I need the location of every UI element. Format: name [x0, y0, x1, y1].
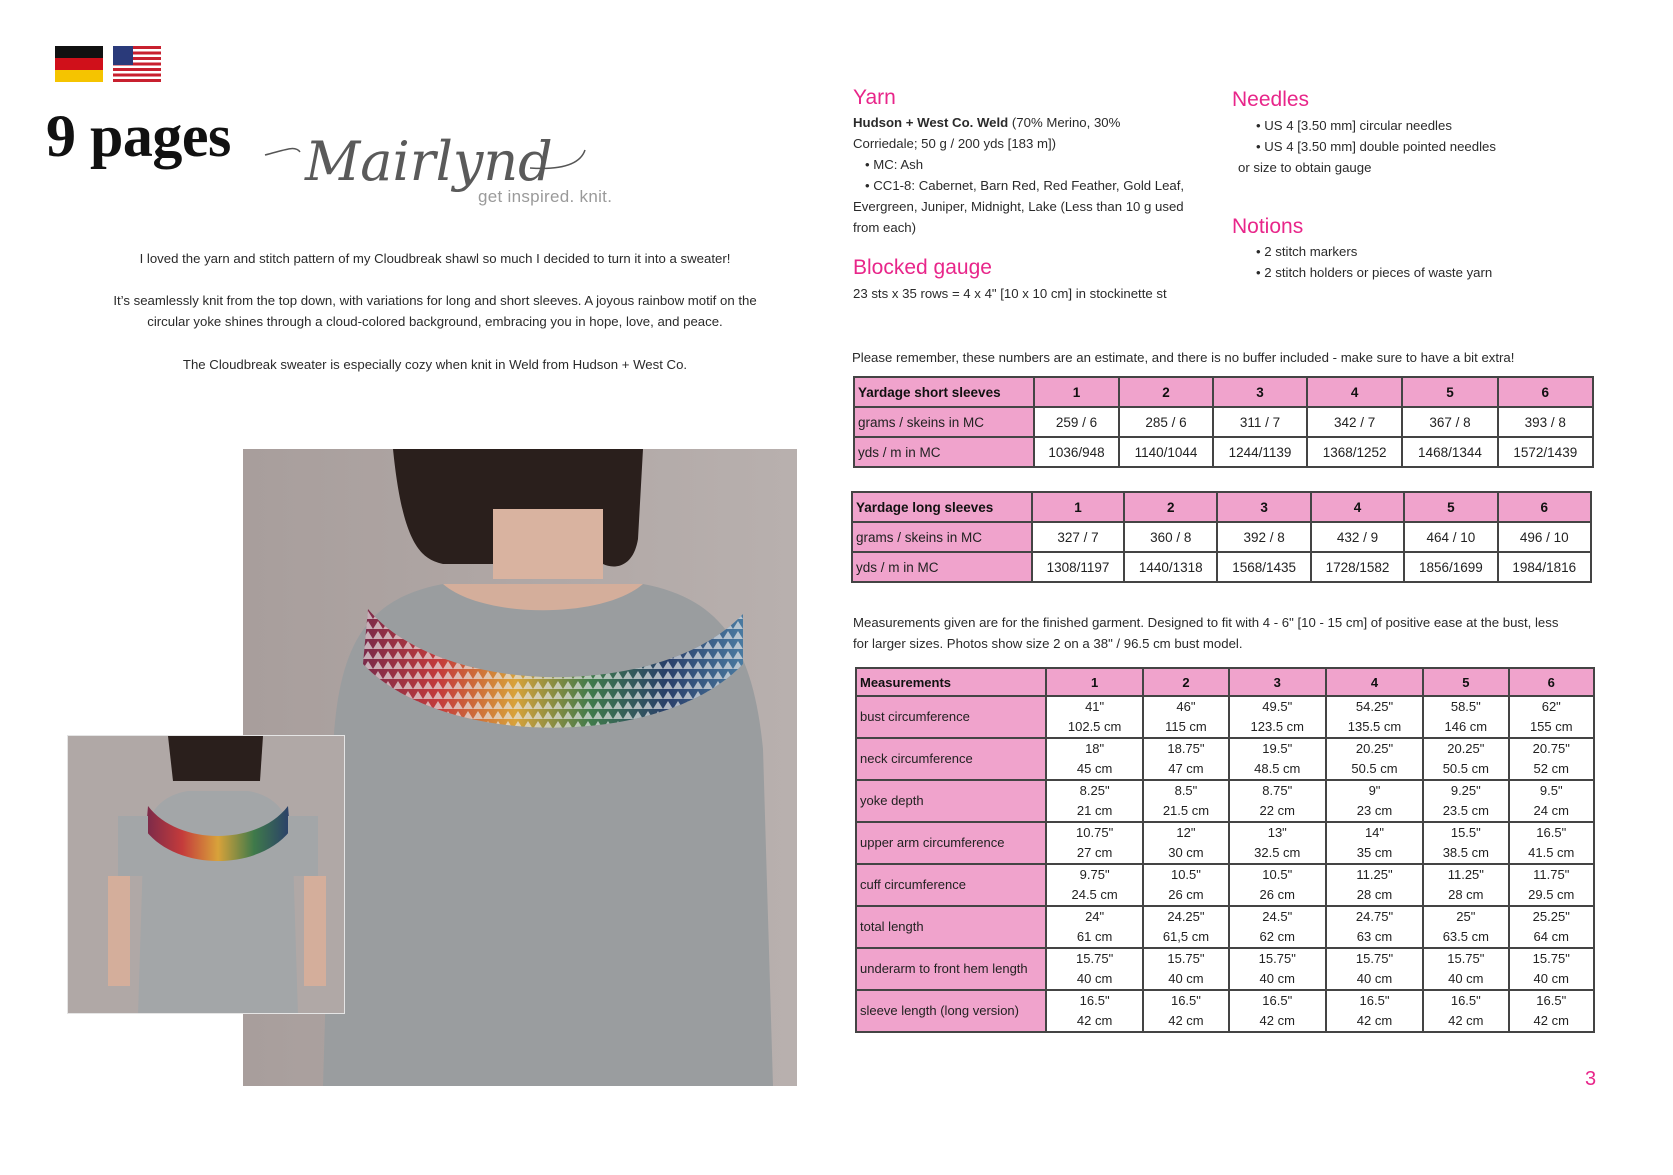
table-cell: [1046, 696, 1143, 738]
value-inches: 10.5": [1262, 867, 1293, 882]
value-cm: 42 cm: [1168, 1013, 1204, 1028]
value-inches: 20.25": [1447, 741, 1485, 756]
table-cell: [1143, 864, 1228, 906]
value-cm: 155 cm: [1529, 719, 1573, 734]
table-cell: [1046, 864, 1143, 906]
row-label: underarm to front hem length: [856, 948, 1046, 990]
table-cell: [1326, 990, 1423, 1032]
language-flags: [55, 46, 161, 82]
table-header-label: Measurements: [856, 668, 1046, 696]
table-cell: [1143, 780, 1228, 822]
value-cm: 50.5 cm: [1442, 761, 1489, 776]
table-cell: 392 / 8: [1217, 522, 1310, 552]
value-cm: 24 cm: [1533, 803, 1569, 818]
row-label: yoke depth: [856, 780, 1046, 822]
value-cm: 48.5 cm: [1254, 761, 1301, 776]
table-cell: 1728/1582: [1311, 552, 1404, 582]
value-cm: 42 cm: [1356, 1013, 1393, 1028]
value-cm: 32.5 cm: [1254, 845, 1301, 860]
size-header: 3: [1217, 492, 1310, 522]
table-cell: 259 / 6: [1034, 407, 1119, 437]
table-row: [856, 822, 1594, 864]
table-cell: [1229, 906, 1326, 948]
table-cell: [1423, 822, 1508, 864]
table-cell: [1143, 948, 1228, 990]
table-cell: 432 / 9: [1311, 522, 1404, 552]
yardage-long-sleeves-table: [851, 491, 1592, 583]
gauge-title: Blocked gauge: [853, 256, 992, 279]
table-cell: [1326, 738, 1423, 780]
table-cell: 367 / 8: [1402, 407, 1497, 437]
table-cell: [1143, 696, 1228, 738]
value-cm: 47 cm: [1168, 761, 1204, 776]
value-inches: 16.5": [1170, 993, 1201, 1008]
value-inches: 58.5": [1450, 699, 1481, 714]
row-label: upper arm circumference: [856, 822, 1046, 864]
table-cell: [1229, 780, 1326, 822]
intro-paragraph-2-line-2: circular yoke shines through a cloud-colored background, embracing you in hope, love, and peace.: [147, 314, 723, 329]
intro-paragraph-3: The Cloudbreak sweater is especially cozy when knit in Weld from Hudson + West Co.: [182, 357, 688, 372]
table-cell: [1229, 864, 1326, 906]
value-inches: 41": [1085, 699, 1105, 714]
brand-title: [46, 102, 231, 171]
germany-flag-icon[interactable]: [55, 46, 103, 82]
value-inches: 18": [1085, 741, 1105, 756]
table-header-row: [852, 492, 1591, 522]
measurement-note-line-1: Measurements given are for the finished garment. Designed to fit with 4 - 6" [10 - 15 cm] of positive ease at the bust, less: [853, 615, 1559, 630]
table-row: [852, 552, 1591, 582]
gauge-text: 23 sts x 35 rows = 4 x 4" [10 x 10 cm] in stockinette st: [853, 286, 1167, 301]
size-header: 4: [1311, 492, 1404, 522]
table-cell: [1046, 990, 1143, 1032]
value-inches: 46": [1176, 699, 1196, 714]
brand-title-text: 9 pages: [46, 103, 231, 169]
table-cell: 1244/1139: [1213, 437, 1307, 467]
table-row: [856, 990, 1594, 1032]
table-cell: [1143, 822, 1228, 864]
value-cm: 38.5 cm: [1442, 845, 1489, 860]
value-inches: 11.25": [1447, 867, 1484, 882]
notions-item-1: • 2 stitch markers: [1256, 244, 1358, 259]
table-cell: 1572/1439: [1498, 437, 1593, 467]
value-inches: 14": [1364, 825, 1385, 840]
table-cell: [1423, 696, 1508, 738]
needles-item-2: • US 4 [3.50 mm] double pointed needles: [1256, 139, 1496, 154]
value-inches: 24.25": [1167, 909, 1205, 924]
value-cm: 23.5 cm: [1442, 803, 1489, 818]
value-cm: 35 cm: [1356, 845, 1393, 860]
row-label: neck circumference: [856, 738, 1046, 780]
value-cm: 41.5 cm: [1528, 845, 1575, 860]
table-row: [856, 780, 1594, 822]
estimate-note: Please remember, these numbers are an estimate, and there is no buffer included - make sure to have a bit extra!: [852, 350, 1515, 365]
row-label: total length: [856, 906, 1046, 948]
table-header-label: Yardage long sleeves: [852, 492, 1032, 522]
table-cell: 464 / 10: [1404, 522, 1497, 552]
value-cm: 40 cm: [1448, 971, 1484, 986]
table-cell: [1229, 948, 1326, 990]
table-cell: [1423, 906, 1508, 948]
table-cell: [1143, 906, 1228, 948]
value-cm: 50.5 cm: [1351, 761, 1398, 776]
size-header: 5: [1402, 377, 1497, 407]
size-header: 6: [1498, 377, 1593, 407]
yarn-fiber-l2: Corriedale; 50 g / 200 yds [183 m]): [853, 136, 1057, 151]
table-cell: [1229, 822, 1326, 864]
table-cell: [1229, 990, 1326, 1032]
value-inches: 49.5": [1262, 699, 1293, 714]
page-number: 3: [1585, 1068, 1597, 1090]
value-inches: 16.5": [1262, 993, 1293, 1008]
size-header: 2: [1124, 492, 1217, 522]
size-header: 5: [1423, 668, 1508, 696]
value-inches: 16.5": [1536, 993, 1567, 1008]
size-header: 1: [1046, 668, 1143, 696]
value-inches: 19.5": [1262, 741, 1293, 756]
value-inches: 20.75": [1532, 741, 1570, 756]
table-cell: [1046, 738, 1143, 780]
yarn-mc: • MC: Ash: [865, 157, 924, 172]
value-inches: 62": [1541, 699, 1561, 714]
intro-paragraph-2-line-1: It’s seamlessly knit from the top down, with variations for long and short sleeves. A joyous rainbow motif on the: [113, 293, 757, 308]
value-cm: 40 cm: [1076, 971, 1113, 986]
table-header-row: [854, 377, 1593, 407]
value-cm: 62 cm: [1259, 929, 1295, 944]
value-inches: 10.5": [1170, 867, 1201, 882]
measurements-table: [855, 667, 1595, 1033]
value-cm: 42 cm: [1533, 1013, 1569, 1028]
value-cm: 23 cm: [1356, 803, 1393, 818]
table-cell: [1326, 696, 1423, 738]
row-label: grams / skeins in MC: [854, 407, 1034, 437]
table-cell: [1423, 948, 1508, 990]
table-cell: [1509, 990, 1594, 1032]
table-cell: 1568/1435: [1217, 552, 1310, 582]
yarn-cc-l3: from each): [853, 220, 917, 235]
value-cm: 40 cm: [1259, 971, 1295, 986]
value-inches: 10.75": [1076, 825, 1114, 840]
table-cell: 1984/1816: [1498, 552, 1591, 582]
value-inches: 11.25": [1356, 867, 1393, 882]
value-inches: 8.25": [1079, 783, 1110, 798]
value-cm: 146 cm: [1444, 719, 1488, 734]
value-cm: 123.5 cm: [1250, 719, 1304, 734]
size-header: 4: [1307, 377, 1402, 407]
yarn-fiber-l1: (70% Merino, 30%: [1008, 115, 1121, 130]
table-cell: [1509, 906, 1594, 948]
value-inches: 12": [1176, 825, 1196, 840]
value-inches: 13": [1267, 825, 1287, 840]
table-cell: [1326, 948, 1423, 990]
value-cm: 115 cm: [1165, 719, 1207, 734]
value-cm: 21 cm: [1076, 803, 1113, 818]
value-inches: 15.75": [1355, 951, 1394, 966]
value-inches: 9.5": [1539, 783, 1563, 798]
notions-item-2: • 2 stitch holders or pieces of waste yarn: [1256, 265, 1493, 280]
value-cm: 42 cm: [1448, 1013, 1484, 1028]
value-cm: 63.5 cm: [1442, 929, 1489, 944]
table-cell: 1308/1197: [1032, 552, 1124, 582]
size-header: 2: [1119, 377, 1213, 407]
yarn-title: Yarn: [853, 86, 896, 109]
row-label: bust circumference: [856, 696, 1046, 738]
value-inches: 9": [1368, 783, 1381, 798]
value-cm: 29.5 cm: [1528, 887, 1575, 902]
value-inches: 15.75": [1258, 951, 1296, 966]
size-header: 6: [1509, 668, 1594, 696]
table-cell: [1423, 780, 1508, 822]
value-cm: 63 cm: [1356, 929, 1393, 944]
table-cell: [1509, 738, 1594, 780]
table-cell: [1143, 738, 1228, 780]
value-cm: 27 cm: [1076, 845, 1113, 860]
table-row: [856, 948, 1594, 990]
size-header: 1: [1034, 377, 1119, 407]
size-header: 3: [1213, 377, 1307, 407]
table-cell: [1509, 822, 1594, 864]
row-label: cuff circumference: [856, 864, 1046, 906]
value-inches: 15.75": [1447, 951, 1485, 966]
table-cell: 285 / 6: [1119, 407, 1213, 437]
value-inches: 9.75": [1079, 867, 1110, 882]
table-header-row: [856, 668, 1594, 696]
table-cell: 342 / 7: [1307, 407, 1402, 437]
value-cm: 26 cm: [1259, 887, 1295, 902]
value-inches: 25.25": [1532, 909, 1570, 924]
yardage-short-sleeves-table: [853, 376, 1594, 468]
value-cm: 42 cm: [1259, 1013, 1295, 1028]
yarn-name: Hudson + West Co. Weld: [853, 115, 1009, 130]
brand-tagline: get inspired. knit.: [478, 187, 613, 206]
value-cm: 40 cm: [1168, 971, 1204, 986]
table-cell: 311 / 7: [1213, 407, 1307, 437]
intro-paragraph-1: I loved the yarn and stitch pattern of my Cloudbreak shawl so much I decided to turn it into a sweater!: [139, 251, 731, 266]
value-inches: 24.75": [1355, 909, 1394, 924]
value-cm: 26 cm: [1168, 887, 1204, 902]
value-inches: 9.25": [1450, 783, 1481, 798]
yarn-description: [853, 112, 1213, 238]
table-cell: [1326, 822, 1423, 864]
table-cell: [1509, 780, 1594, 822]
value-cm: 61,5 cm: [1162, 929, 1210, 944]
table-cell: [1143, 990, 1228, 1032]
table-cell: [1509, 948, 1594, 990]
table-row: [854, 407, 1593, 437]
intro-paragraph-2: [95, 290, 775, 332]
sweater-photo-short-sleeve: [67, 735, 345, 1014]
value-inches: 16.5": [1079, 993, 1110, 1008]
value-cm: 52 cm: [1533, 761, 1569, 776]
value-cm: 42 cm: [1076, 1013, 1113, 1028]
table-cell: 1856/1699: [1404, 552, 1497, 582]
table-cell: [1046, 948, 1143, 990]
value-cm: 40 cm: [1356, 971, 1393, 986]
value-inches: 16.5": [1450, 993, 1481, 1008]
table-cell: 1368/1252: [1307, 437, 1402, 467]
table-cell: [1509, 696, 1594, 738]
value-inches: 24": [1085, 909, 1105, 924]
value-inches: 54.25": [1355, 699, 1394, 714]
value-inches: 8.75": [1262, 783, 1293, 798]
row-label: sleeve length (long version): [856, 990, 1046, 1032]
table-cell: [1046, 780, 1143, 822]
size-header: 4: [1326, 668, 1423, 696]
yarn-cc-l2: Evergreen, Juniper, Midnight, Lake (Less than 10 g used: [853, 199, 1184, 214]
table-cell: 1440/1318: [1124, 552, 1217, 582]
needles-title: Needles: [1232, 88, 1310, 111]
value-inches: 15.5": [1450, 825, 1481, 840]
row-label: yds / m in MC: [854, 437, 1034, 467]
value-cm: 30 cm: [1168, 845, 1204, 860]
size-header: 2: [1143, 668, 1228, 696]
value-cm: 28 cm: [1448, 887, 1484, 902]
value-cm: 24.5 cm: [1071, 887, 1118, 902]
measurement-note: [853, 612, 1558, 654]
table-header-label: Yardage short sleeves: [854, 377, 1034, 407]
size-header: 6: [1498, 492, 1591, 522]
value-inches: 24.5": [1262, 909, 1293, 924]
value-cm: 28 cm: [1356, 887, 1393, 902]
logo-script-text: Mairlynd: [305, 130, 553, 193]
table-row: [856, 696, 1594, 738]
table-row: [852, 522, 1591, 552]
table-row: [854, 437, 1593, 467]
value-inches: 15.75": [1167, 951, 1205, 966]
value-cm: 40 cm: [1533, 971, 1569, 986]
table-cell: [1229, 696, 1326, 738]
table-row: [856, 864, 1594, 906]
row-label: yds / m in MC: [852, 552, 1032, 582]
table-cell: 327 / 7: [1032, 522, 1124, 552]
table-cell: 1036/948: [1034, 437, 1119, 467]
table-cell: 393 / 8: [1498, 407, 1593, 437]
size-header: 5: [1404, 492, 1497, 522]
value-inches: 16.5": [1359, 993, 1390, 1008]
needles-note: or size to obtain gauge: [1238, 160, 1372, 175]
table-cell: [1046, 906, 1143, 948]
table-cell: [1423, 990, 1508, 1032]
table-cell: [1509, 864, 1594, 906]
size-header: 3: [1229, 668, 1326, 696]
notions-list: [1238, 241, 1492, 283]
table-cell: [1326, 864, 1423, 906]
value-inches: 16.5": [1536, 825, 1567, 840]
value-inches: 20.25": [1355, 741, 1394, 756]
table-row: [856, 738, 1594, 780]
measurement-note-line-2: for larger sizes. Photos show size 2 on a 38" / 96.5 cm bust model.: [853, 636, 1243, 651]
table-cell: [1423, 738, 1508, 780]
table-cell: 1468/1344: [1402, 437, 1497, 467]
value-cm: 64 cm: [1533, 929, 1569, 944]
table-cell: [1423, 864, 1508, 906]
table-cell: [1326, 780, 1423, 822]
table-cell: 496 / 10: [1498, 522, 1591, 552]
value-inches: 18.75": [1167, 741, 1205, 756]
table-row: [856, 906, 1594, 948]
table-cell: [1229, 738, 1326, 780]
value-cm: 45 cm: [1076, 761, 1113, 776]
usa-flag-icon[interactable]: [113, 46, 161, 82]
table-cell: [1046, 822, 1143, 864]
table-cell: 1140/1044: [1119, 437, 1213, 467]
value-cm: 61 cm: [1076, 929, 1113, 944]
value-inches: 15.75": [1532, 951, 1570, 966]
size-header: 1: [1032, 492, 1124, 522]
row-label: grams / skeins in MC: [852, 522, 1032, 552]
value-inches: 8.5": [1174, 783, 1198, 798]
needles-item-1: • US 4 [3.50 mm] circular needles: [1256, 118, 1452, 133]
value-cm: 21.5 cm: [1162, 803, 1210, 818]
value-inches: 11.75": [1533, 867, 1570, 882]
notions-title: Notions: [1232, 215, 1304, 238]
table-cell: [1326, 906, 1423, 948]
value-cm: 22 cm: [1259, 803, 1295, 818]
value-inches: 25": [1456, 909, 1476, 924]
table-cell: 360 / 8: [1124, 522, 1217, 552]
value-cm: 102.5 cm: [1067, 719, 1122, 734]
needles-list: [1238, 115, 1496, 178]
value-inches: 15.75": [1076, 951, 1114, 966]
yarn-cc-l1: • CC1-8: Cabernet, Barn Red, Red Feather, Gold Leaf,: [865, 178, 1185, 193]
value-cm: 135.5 cm: [1347, 719, 1402, 734]
